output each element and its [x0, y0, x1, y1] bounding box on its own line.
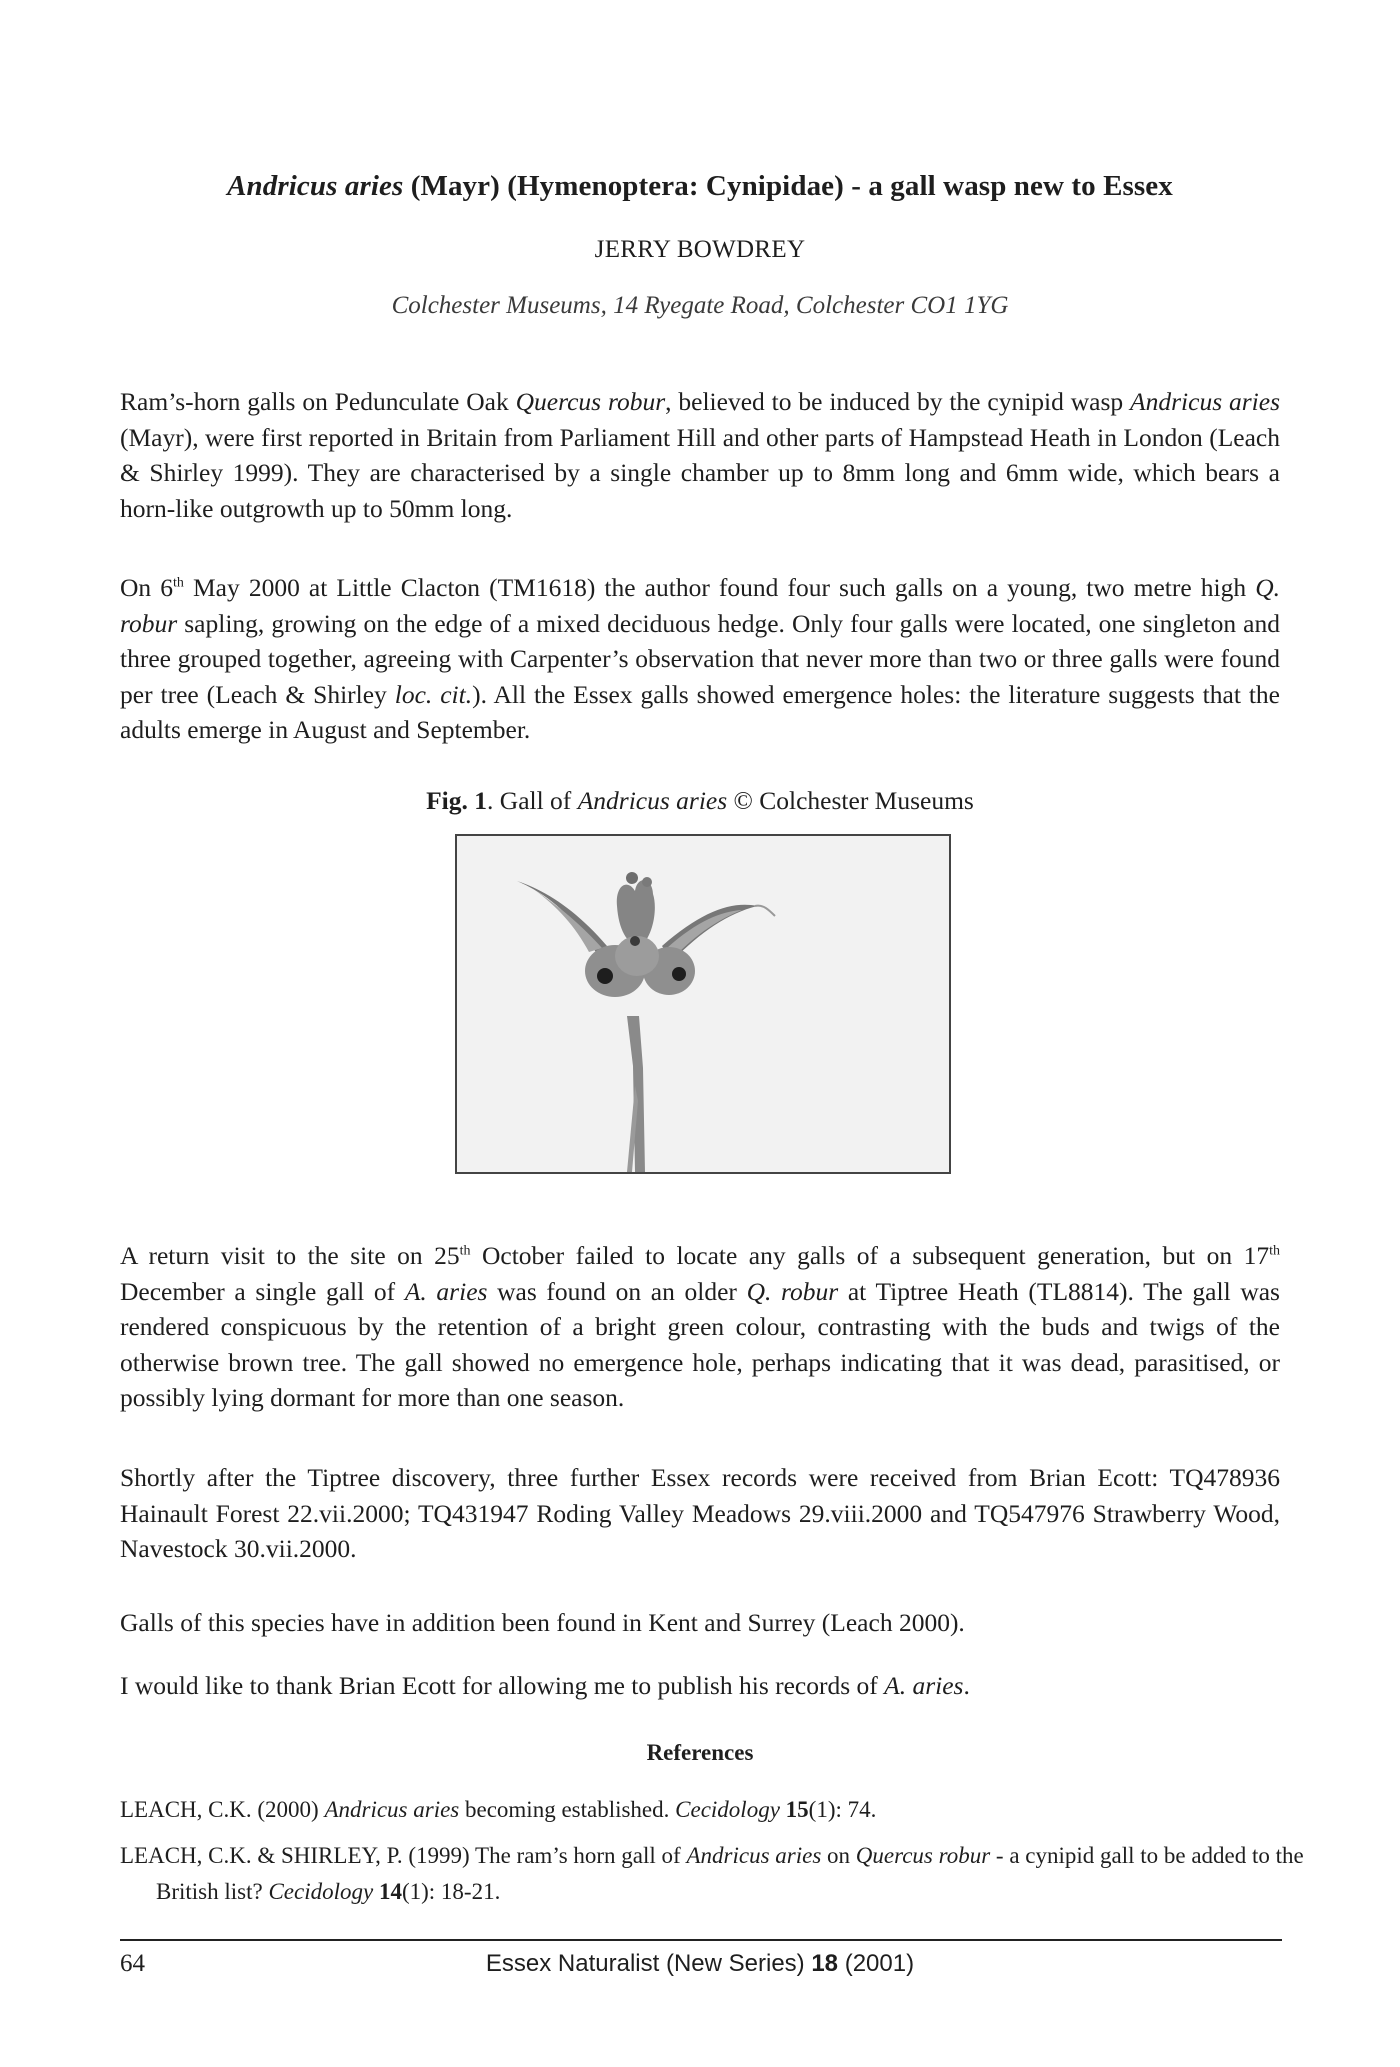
journal-title: Essex Naturalist (New Series): [485, 1950, 812, 1977]
article-title: [0, 170, 1400, 203]
title-species: Andricus aries: [227, 170, 404, 202]
text-run: (1): 18-21.: [401, 1879, 501, 1904]
paragraph-kent-surrey: Galls of this species have in addition been found in Kent and Surrey (Leach 2000).: [120, 1608, 965, 1637]
species-name: Quercus robur: [515, 387, 666, 416]
gall-photograph: [455, 834, 951, 1174]
paragraph-further-records: Shortly after the Tiptree discovery, three further Essex records were received from Brian Ecott: TQ478936 Hainault Forest 22.vii.2000; TQ431947 Roding Valley Meadows 29.viii.2000 and TQ547976 Strawberry Wood, Navestock 30.vii.2000.: [120, 1463, 1280, 1563]
reference-item: [120, 1792, 1306, 1828]
volume-number: 18: [811, 1950, 839, 1977]
figure-label: Fig. 1: [426, 786, 488, 815]
text-run: LEACH, C.K. (2000): [120, 1797, 325, 1822]
author-name: JERRY BOWDREY: [594, 236, 806, 263]
title-rest: (Mayr) (Hymenoptera: Cynipidae) - a gall wasp new to Essex: [403, 170, 1173, 202]
species-name: Q. robur: [746, 1276, 839, 1306]
text-run: sapling, growing on the edge of a mixed deciduous hedge. Only four galls were located, one singleton and three grouped together, agreeing with Carpenter’s observation that never more than two or three galls were found per tree (Leach & Shirley: [120, 608, 1280, 709]
journal-name: Cecidology: [675, 1797, 780, 1822]
footer-rule: [120, 1939, 1282, 1941]
journal-year: (2001): [838, 1950, 915, 1977]
text-run: May 2000 at Little Clacton (TM1618) the author found four such galls on a young, two metre high: [183, 573, 1256, 602]
text-run: , believed to be induced by the cynipid wasp: [665, 387, 1131, 416]
text-run: On 6: [120, 573, 174, 602]
species-name: A. aries: [404, 1276, 488, 1306]
page-number: 64: [120, 1950, 145, 1977]
paragraph-return-visit: [120, 1238, 1280, 1416]
species-name: A. aries: [884, 1671, 964, 1700]
text-run: at Tiptree Heath (TL8814). The gall was rendered conspicuous by the retention of a bright green colour, contrasting with the buds and twigs of the otherwise brown tree. The gall showed no emergence hole, perhaps indicating that it was dead, parasitised, or possibly lying dormant for more than one season.: [120, 1276, 1280, 1412]
text-run: A return visit to the site on 25: [120, 1241, 460, 1270]
species-name: Andricus aries: [686, 1843, 822, 1868]
text-run: Ram’s-horn galls on Pedunculate Oak: [120, 387, 516, 416]
journal-name: Cecidology: [268, 1879, 374, 1904]
text-run: (1): 74.: [808, 1797, 877, 1822]
author-affiliation: Colchester Museums, 14 Ryegate Road, Colchester CO1 1YG: [391, 292, 1009, 319]
text-run: was found on an older: [487, 1276, 747, 1306]
text-run: © Colchester Museums: [727, 786, 974, 815]
paragraph-little-clacton: [120, 570, 1280, 748]
text-run: LEACH, C.K. & SHIRLEY, P. (1999) The ram’s horn gall of: [120, 1843, 687, 1868]
text-run: I would like to thank Brian Ecott for allowing me to publish his records of: [120, 1671, 885, 1700]
volume-number: 15: [785, 1797, 809, 1822]
species-name: Q. robur: [120, 573, 1280, 638]
gall-image: [457, 836, 949, 1172]
text-run: ). All the Essex galls showed emergence holes: the literature suggests that the adults emerge in August and September.: [120, 679, 1281, 744]
ordinal-suffix: th: [1269, 1243, 1280, 1259]
paragraph-introduction: [120, 384, 1280, 526]
text-run: - a cynipid gall to be added to the British list?: [156, 1843, 1304, 1904]
journal-footer: [0, 1950, 1400, 1978]
text-run: October failed to locate any galls of a subsequent generation, but on 17: [470, 1241, 1270, 1270]
text-run: (Mayr), were first reported in Britain from Parliament Hill and other parts of Hampstead Heath in London (Leach & Shirley 1999). They are characterised by a single chamber up to 8mm long and 6mm wide, which bears a horn-like outgrowth up to 50mm long.: [120, 422, 1280, 523]
text-run: . Gall of: [487, 786, 578, 815]
paragraph-acknowledgement: [120, 1668, 1280, 1704]
reference-item: [120, 1838, 1306, 1910]
text-run: December a single gall of: [120, 1276, 405, 1306]
text-run: .: [963, 1671, 970, 1700]
text-run: becoming established.: [459, 1797, 676, 1822]
volume-number: 14: [378, 1879, 402, 1904]
species-name: Quercus robur: [855, 1843, 991, 1868]
ordinal-suffix: th: [459, 1243, 471, 1259]
references-heading: References: [646, 1740, 754, 1765]
figure-caption: [0, 786, 1400, 816]
ordinal-suffix: th: [173, 575, 184, 591]
species-name: Andricus aries: [324, 1797, 460, 1822]
latin-abbreviation: loc. cit.: [394, 679, 473, 709]
species-name: Andricus aries: [577, 786, 728, 815]
species-name: Andricus aries: [1130, 387, 1281, 416]
text-run: on: [821, 1843, 856, 1868]
